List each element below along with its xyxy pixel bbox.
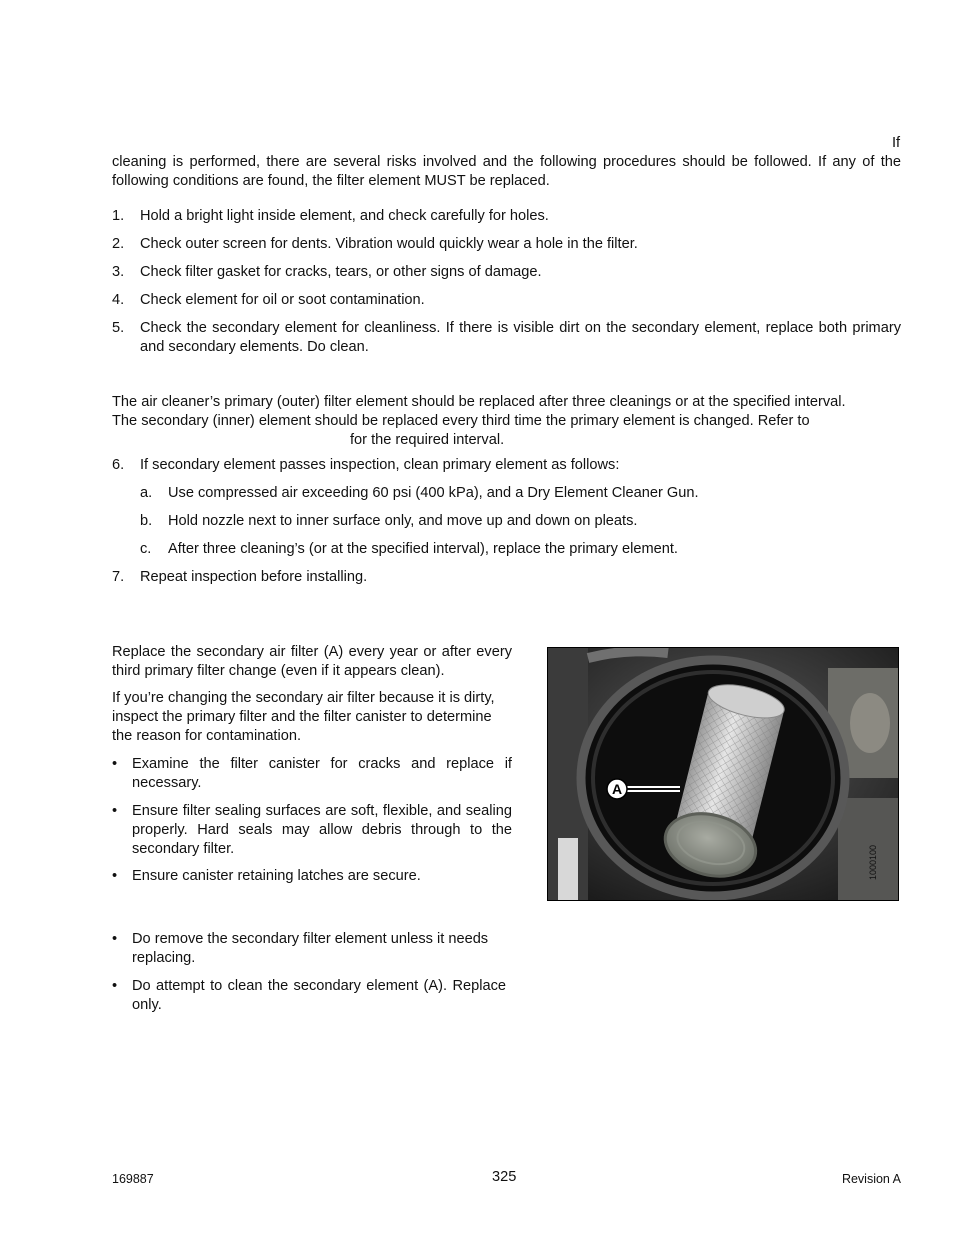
doc-number: 169887 xyxy=(112,1172,154,1186)
intro-if-word: If xyxy=(892,135,901,151)
bullet-marker: • xyxy=(112,868,118,884)
step-text: Check element for oil or soot contamination. xyxy=(140,292,425,308)
note-text: Do remove the secondary filter element unless it needs replacing. xyxy=(132,931,489,966)
step-number: 1. xyxy=(112,208,125,224)
bullet-marker: • xyxy=(112,803,118,819)
substep-letter: c. xyxy=(140,541,152,557)
bullet-text: Ensure filter sealing surfaces are soft, flexible, and sealing properly. Hard seals may allow debris through to the secondary filter. xyxy=(132,803,512,857)
step-text: Check filter gasket for cracks, tears, or other signs of damage. xyxy=(140,264,542,280)
step-text: Repeat inspection before installing. xyxy=(140,569,368,585)
replacement-note-line: The air cleaner’s primary (outer) filter element should be replaced after three cleanings or at the specified interval. xyxy=(112,394,846,410)
step-text: If secondary element passes inspection, clean primary element as follows: xyxy=(140,457,620,473)
substep-text: After three cleaning’s (or at the specified interval), replace the primary element. xyxy=(168,541,678,557)
secondary-para-1: Replace the secondary air filter (A) every year or after every third primary filter change (even if it appears clean). xyxy=(112,644,512,679)
note-text: Do attempt to clean the secondary element (A). Replace only. xyxy=(132,978,506,1013)
step-number: 7. xyxy=(112,569,125,585)
step-text: Check the secondary element for cleanliness. If there is visible dirt on the secondary element, replace both primary and secondary elements. Do clean. xyxy=(140,320,901,355)
bullet-text: Ensure canister retaining latches are secure. xyxy=(132,868,421,884)
step-number: 4. xyxy=(112,292,125,308)
bullet-text: Examine the filter canister for cracks and replace if necessary. xyxy=(132,756,512,791)
filter-photo xyxy=(548,648,898,900)
secondary-filter-figure xyxy=(547,647,899,901)
bullet-marker: • xyxy=(112,978,118,994)
page-number: 325 xyxy=(492,1169,517,1185)
substep-text: Use compressed air exceeding 60 psi (400 kPa), and a Dry Element Cleaner Gun. xyxy=(168,485,699,501)
step-number: 6. xyxy=(112,457,125,473)
step-text: Hold a bright light inside element, and check carefully for holes. xyxy=(140,208,549,224)
replacement-note-line: The secondary (inner) element should be replaced every third time the primary element is changed. Refer to xyxy=(112,413,810,429)
secondary-para-2: If you’re changing the secondary air filter because it is dirty, inspect the primary filter and the filter canister to determine the reason for contamination. xyxy=(112,690,495,744)
step-text: Check outer screen for dents. Vibration would quickly wear a hole in the filter. xyxy=(140,236,638,252)
substep-letter: b. xyxy=(140,513,153,529)
callout-label: A xyxy=(611,781,623,797)
figure-id: 1000100 xyxy=(868,844,878,880)
bullet-marker: • xyxy=(112,931,118,947)
step-number: 3. xyxy=(112,264,125,280)
substep-letter: a. xyxy=(140,485,153,501)
bullet-marker: • xyxy=(112,756,118,772)
substep-text: Hold nozzle next to inner surface only, and move up and down on pleats. xyxy=(168,513,638,529)
step-number: 5. xyxy=(112,320,125,336)
step-number: 2. xyxy=(112,236,125,252)
replacement-note-line: for the required interval. xyxy=(350,432,505,448)
intro-paragraph: cleaning is performed, there are several risks involved and the following procedures should be followed. If any of the following conditions are found, the filter element MUST be replaced. xyxy=(112,154,901,189)
revision-label: Revision A xyxy=(841,1172,901,1186)
